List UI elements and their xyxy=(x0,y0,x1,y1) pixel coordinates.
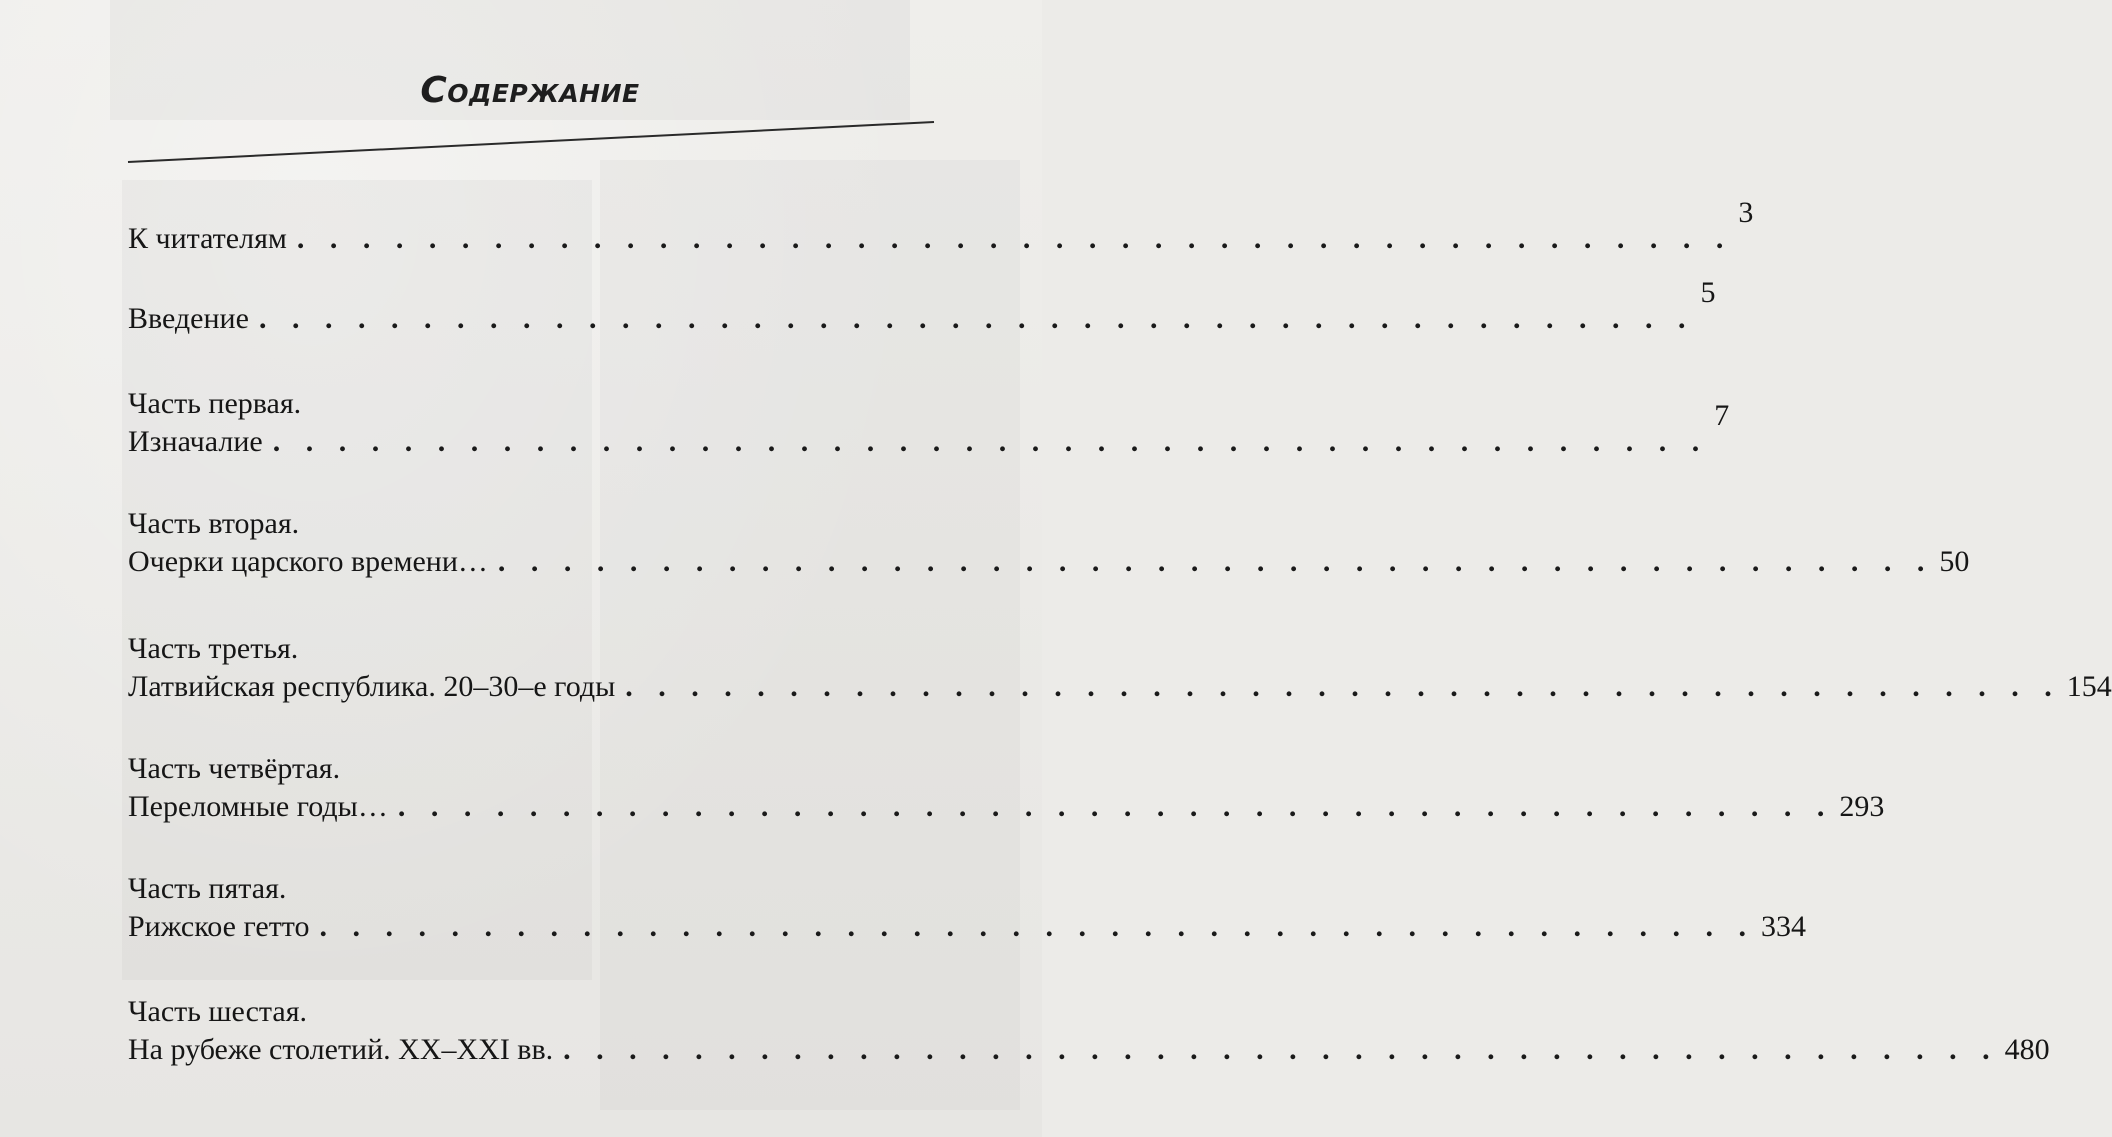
dot-leader: . . . . . . . . . . . . . . . . . . . . . . . . . . . . . . . . . . . . . . . . . . . . xyxy=(272,425,1709,458)
toc-entry-title: На рубеже столетий. XX–XXI вв. xyxy=(128,1033,554,1066)
toc-page-number: 154 xyxy=(2066,670,2112,703)
title-rule xyxy=(128,122,934,164)
toc-part-label: Часть вторая. xyxy=(128,507,300,540)
toc-entry[interactable] xyxy=(128,993,2050,1069)
toc-entry-title: Очерки царского времени… xyxy=(128,545,488,578)
toc-part-label: Часть шестая. xyxy=(128,995,307,1028)
dot-leader: . . . . . . . . . . . . . . . . . . . . . . . . . . . . . . . . . . . . . . . . . . . . xyxy=(497,545,1934,578)
dot-leader: . . . . . . . . . . . . . . . . . . . . . . . . . . . . . . . . . . . . . . . . . . . . xyxy=(258,302,1695,335)
dot-leader: . . . . . . . . . . . . . . . . . . . . . . . . . . . . . . . . . . . . . . . . . . . . xyxy=(296,222,1733,255)
toc-entry-title: Рижское гетто xyxy=(128,910,310,943)
toc-entry[interactable] xyxy=(128,630,2112,706)
toc-page-number: 480 xyxy=(2004,1033,2050,1066)
toc-entry[interactable] xyxy=(128,870,1807,946)
toc-entry-title: Введение xyxy=(128,302,249,335)
toc-part-label: Часть четвёртая. xyxy=(128,752,341,785)
page-title: Содержание xyxy=(420,70,640,111)
dot-leader: . . . . . . . . . . . . . . . . . . . . . . . . . . . . . . . . . . . . . . . . . . . . xyxy=(319,910,1756,943)
dot-leader: . . . . . . . . . . . . . . . . . . . . . . . . . . . . . . . . . . . . . . . . . . . . xyxy=(563,1033,1999,1066)
toc-entry[interactable] xyxy=(128,276,1716,338)
toc-part-label: Часть третья. xyxy=(128,632,299,665)
toc-entry[interactable] xyxy=(128,196,1754,258)
toc-page-number: 293 xyxy=(1839,790,1885,823)
toc-entry[interactable] xyxy=(128,505,1970,581)
toc-page-number: 7 xyxy=(1714,399,1730,432)
dot-leader: . . . . . . . . . . . . . . . . . . . . . . . . . . . . . . . . . . . . . . . . . . . . xyxy=(397,790,1834,823)
toc-page-number: 5 xyxy=(1700,276,1716,309)
toc-entry-title: Переломные годы… xyxy=(128,790,388,823)
toc-part-label: Часть первая. xyxy=(128,387,302,420)
toc-page-number: 3 xyxy=(1738,196,1754,229)
toc-entry[interactable] xyxy=(128,385,1730,461)
toc-part-label: Часть пятая. xyxy=(128,872,287,905)
toc-page-number: 334 xyxy=(1761,910,1807,943)
toc-page-number: 50 xyxy=(1939,545,1970,578)
toc-entry-title: Изначалие xyxy=(128,425,263,458)
toc-entry-title: Латвийская республика. 20–30–е годы xyxy=(128,670,616,703)
toc-entry-title: К читателям xyxy=(128,222,287,255)
toc-entry[interactable] xyxy=(128,750,1885,826)
dot-leader: . . . . . . . . . . . . . . . . . . . . . . . . . . . . . . . . . . . . . . . . . . . . xyxy=(625,670,2061,703)
